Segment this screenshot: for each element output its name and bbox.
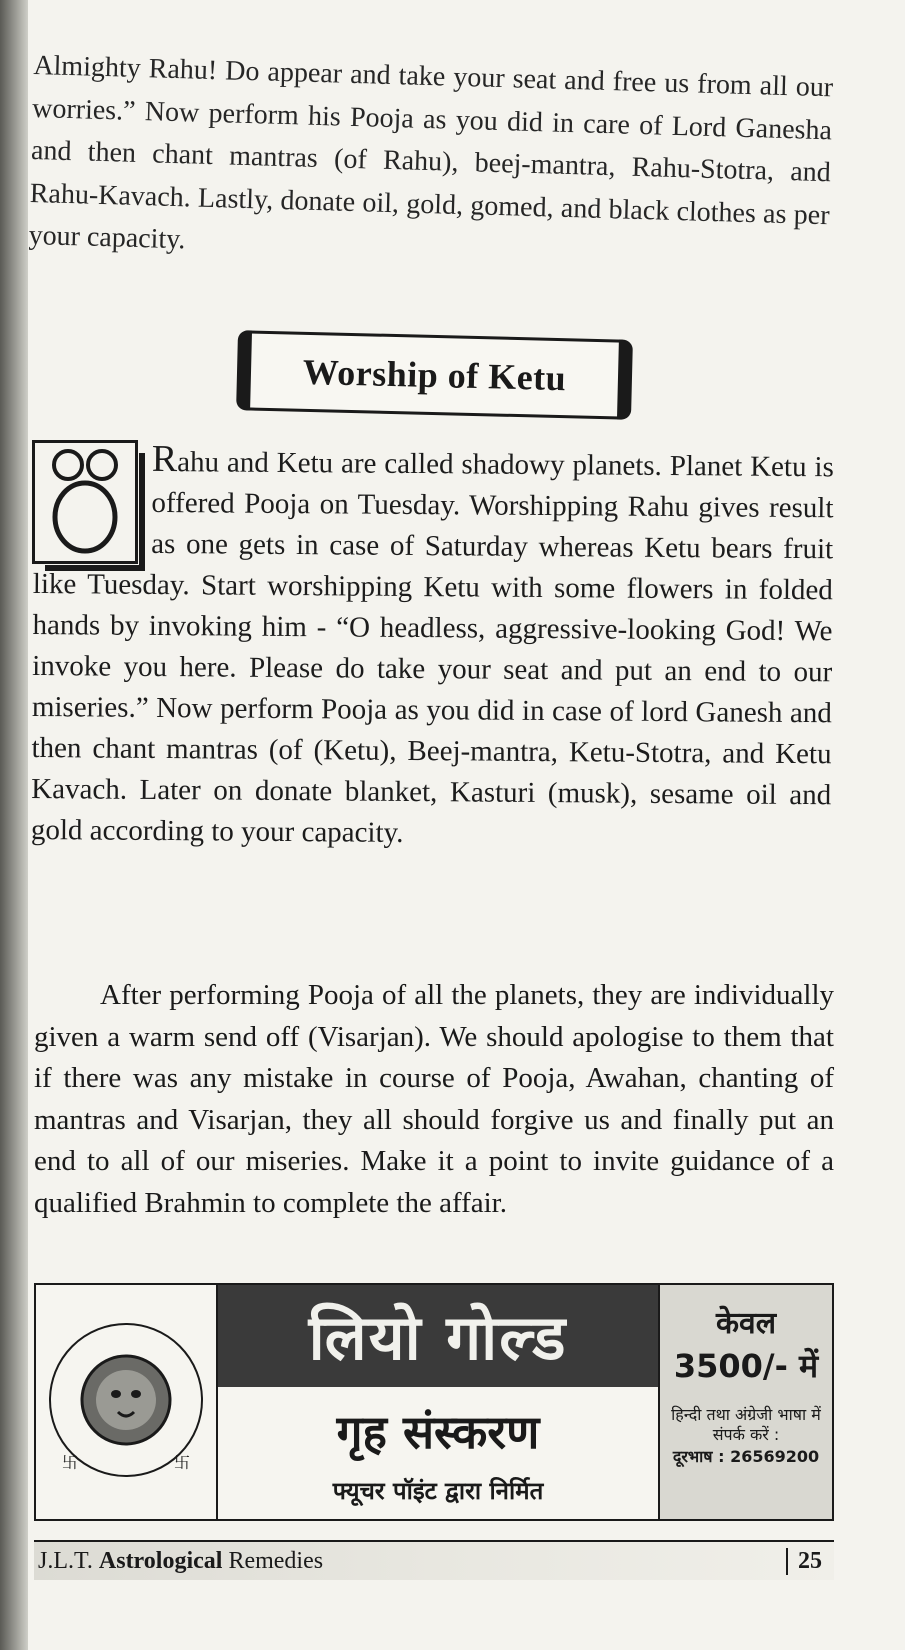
- paragraph-visarjan: After performing Pooja of all the planets, they are individually given a warm send off (Visarjan). We should apologise to them that if there was any mistake in course of Pooja, Awahan, chanting of mantras and Visarjan, they all should forgive us and finally put an end to all of our miseries. Make it a point to invite guidance of a qualified Brahmin to complete the affair.: [34, 979, 834, 1219]
- ad-price: 3500/- में: [673, 1347, 819, 1385]
- svg-text:卐: 卐: [62, 1453, 79, 1472]
- section-heading-box: [243, 330, 626, 419]
- paragraph-rahu-continued: Almighty Rahu! Do appear and take your seat and free us from all our worries.” Now perform his Pooja as you did in care of Lord Ganesha and then chant mantras (of Rahu), beej-mantra, Rahu-Stotra, and Rahu-Kavach. Lastly, donate oil, gold, gomed, and black clothes as per your capacity.: [28, 49, 834, 256]
- paragraph-drop-letter: R: [151, 437, 178, 481]
- page-number: 25: [786, 1548, 834, 1575]
- advertisement-banner: [34, 1283, 834, 1521]
- book-spine-shadow: [0, 0, 28, 1650]
- ad-maker: फ्यूचर पॉइंट द्वारा निर्मित: [332, 1476, 544, 1505]
- ad-price-panel: [660, 1285, 832, 1519]
- ad-only-label: केवल: [715, 1306, 777, 1341]
- ad-subtitle-block: [218, 1387, 658, 1519]
- page-footer: [34, 1540, 834, 1580]
- footer-bold-word: Astrological: [98, 1547, 223, 1574]
- ad-edition: गृह संस्करण: [336, 1404, 540, 1459]
- ad-contact: संपर्क करें :: [712, 1425, 780, 1444]
- ad-phone: दूरभाष : 26569200: [672, 1447, 820, 1466]
- book-page: [28, 0, 834, 1650]
- ad-center-panel: [218, 1285, 660, 1519]
- footer-suffix: Remedies: [228, 1547, 324, 1574]
- svg-text:卐: 卐: [174, 1453, 191, 1472]
- footer-prefix: J.L.T.: [38, 1547, 93, 1574]
- lion-seal-logo-icon: [44, 1300, 208, 1505]
- ad-product-name: लियो गोल्ड: [218, 1285, 658, 1387]
- section-heading: Worship of Ketu: [302, 351, 567, 399]
- ad-logo-panel: [36, 1285, 218, 1519]
- paragraph-ketu-worship: [31, 438, 834, 857]
- footer-book-title: [34, 1548, 323, 1575]
- paragraph-ketu-text: ahu and Ketu are called shadowy planets. Planet Ketu is offered Pooja on Tuesday. Worshipping Rahu gives result as one gets in case of Saturday whereas Ketu bears fruit like Tuesday. Start worshipping Ketu with some flowers in folded hands by invoking him - “O headless, aggressive-looking God! We invoke you here. Please do take your seat and put an end to our miseries.” Now perform Pooja as you did in case of lord Ganesh and then chant mantras (of (Ketu), Beej-mantra, Ketu-Stotra, and Ketu Kavach. Later on donate blanket, Kasturi (musk), sesame oil and gold according to your capacity.: [30, 446, 834, 849]
- ad-languages: हिन्दी तथा अंग्रेजी भाषा में: [671, 1405, 821, 1424]
